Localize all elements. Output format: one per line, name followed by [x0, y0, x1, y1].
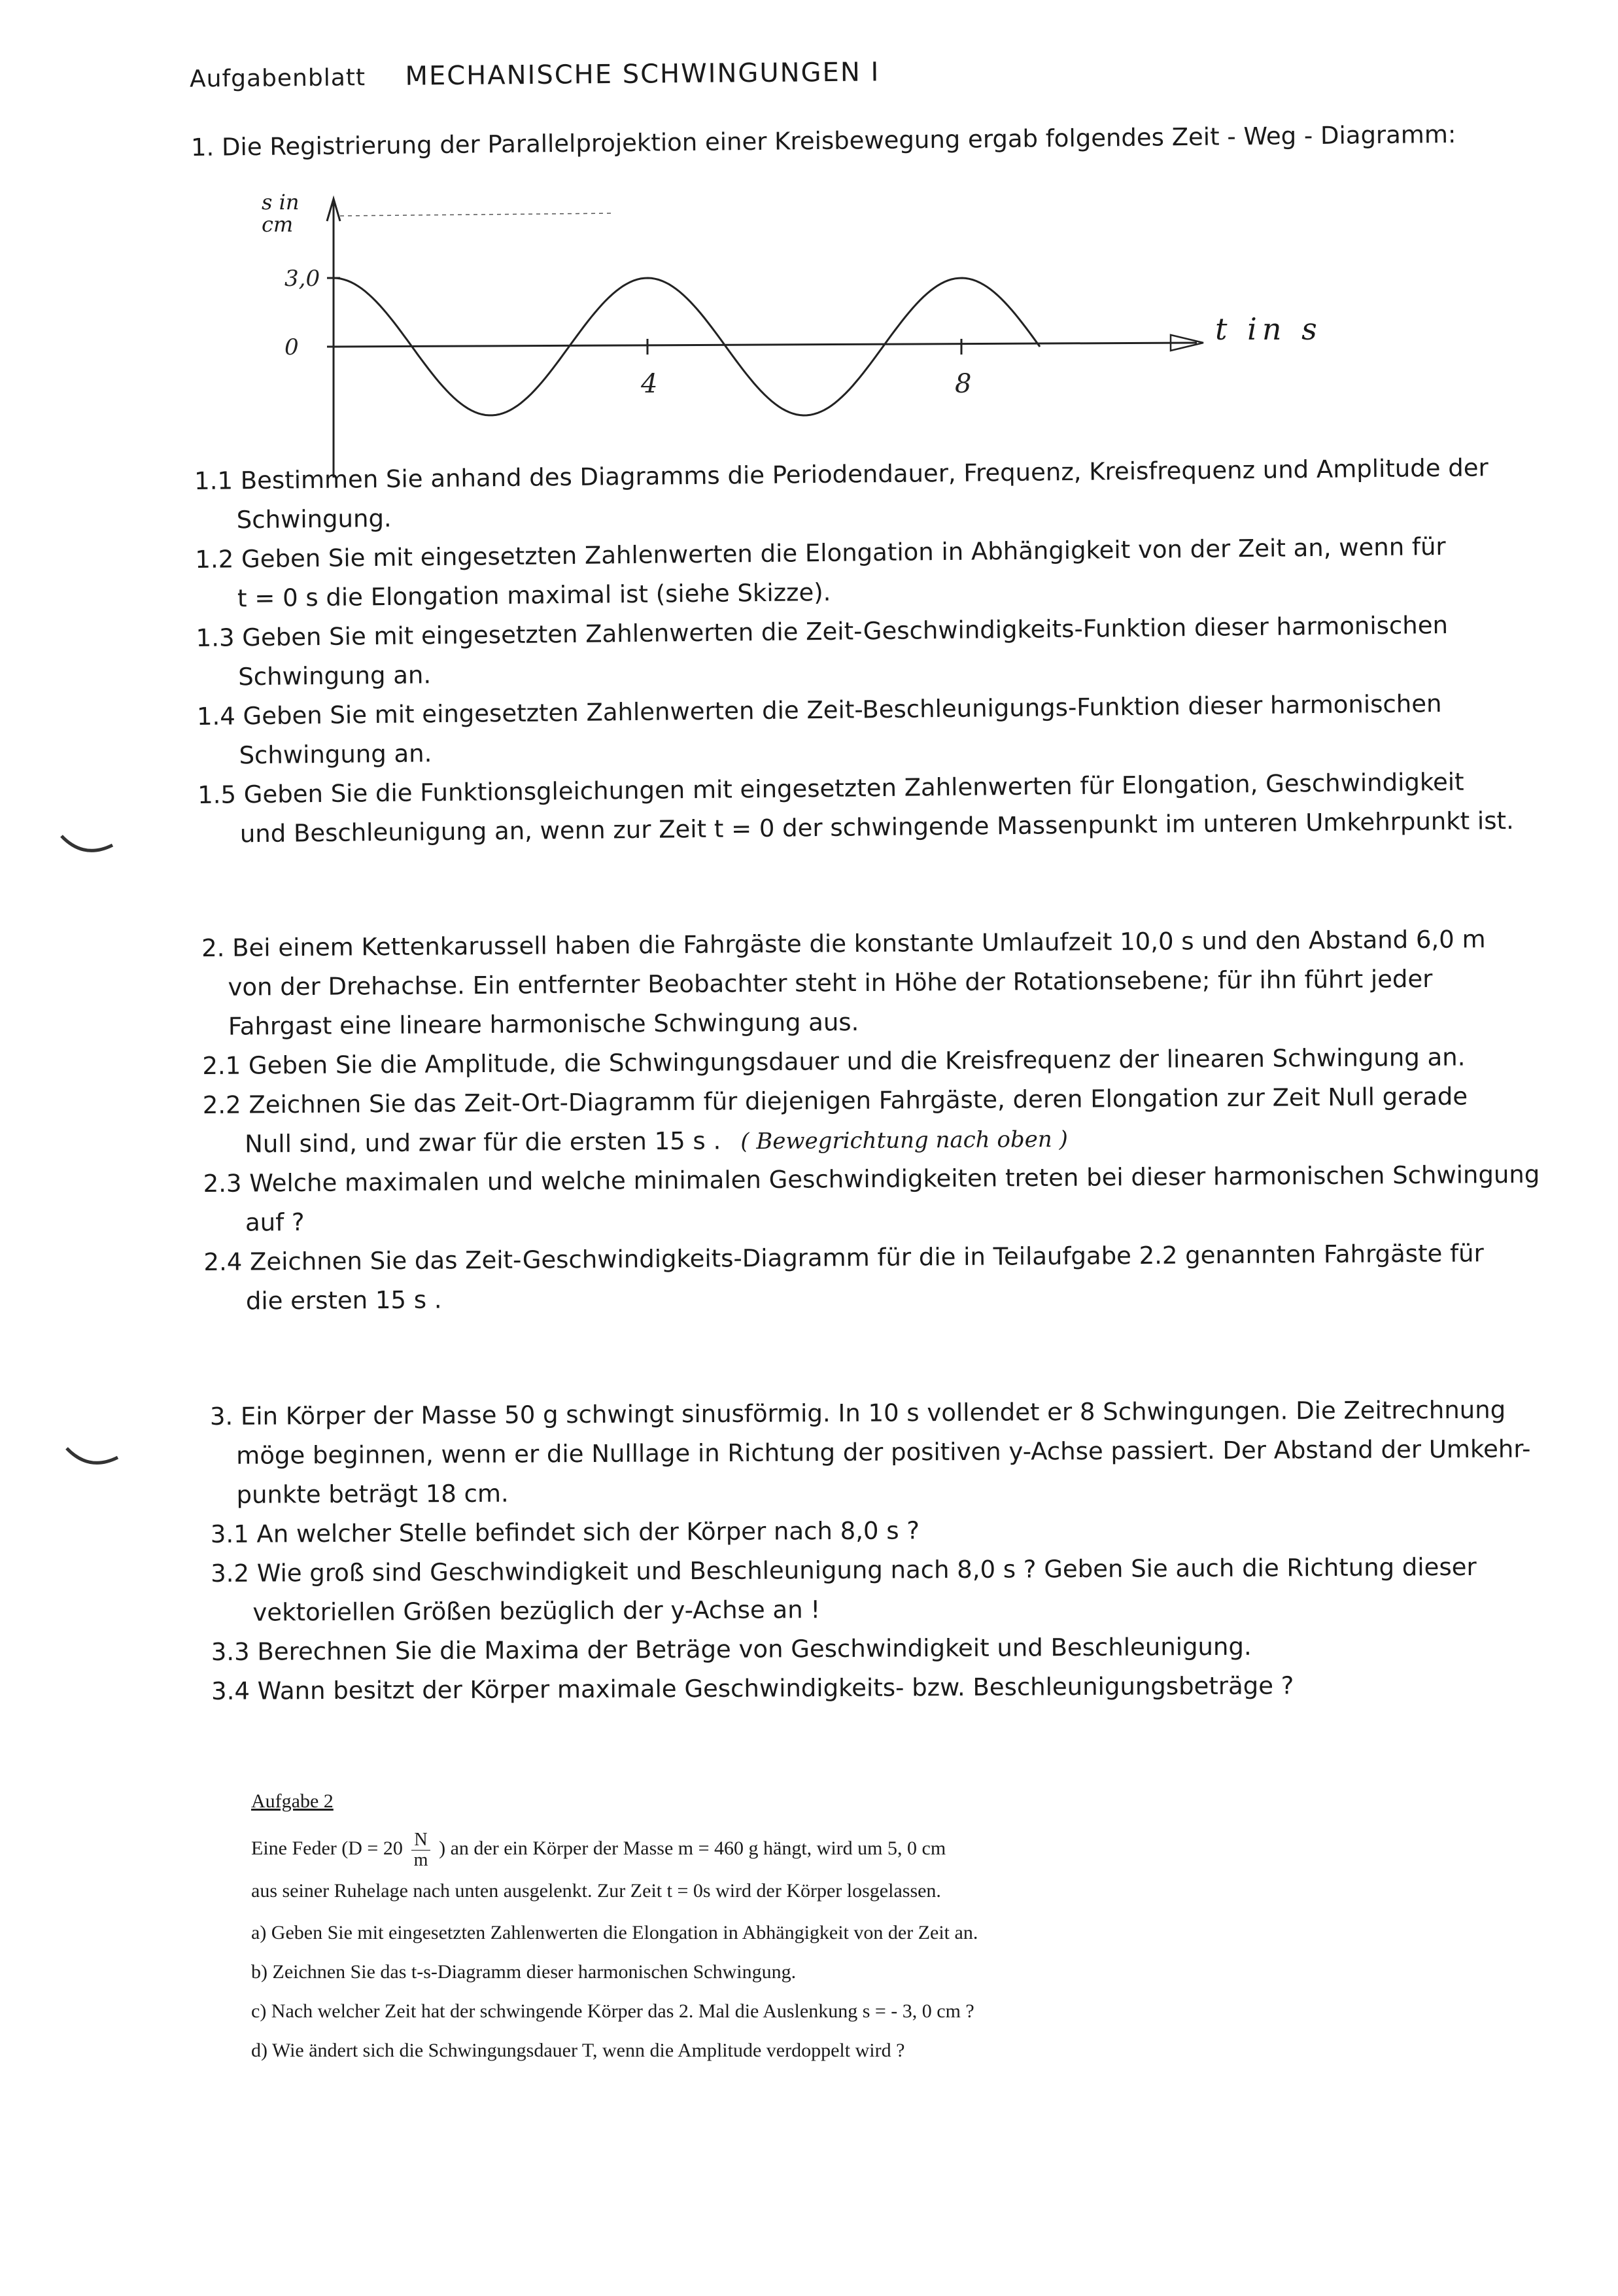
y-axis-label: s in cm	[262, 190, 300, 237]
aufgabe2-item: a) Geben Sie mit eingesetzten Zahlenwerten die Elongation in Abhängigkeit von der Zeit an.	[251, 1921, 978, 1943]
subtask-q1-3-cont: Schwingung an.	[238, 661, 432, 691]
x-axis	[334, 343, 1197, 347]
q2-text-line: Fahrgast eine lineare harmonische Schwingung aus.	[228, 1007, 859, 1041]
punch-mark-top	[58, 831, 116, 863]
y-tick-label: 3,0	[284, 266, 320, 292]
subtask-q2-4-cont: die ersten 15 s .	[245, 1285, 442, 1315]
aufgabe2-item: b) Zeichnen Sie das t-s-Diagramm dieser harmonischen Schwingung.	[251, 1960, 797, 1983]
frac-denominator: m	[413, 1849, 428, 1870]
subtask-q2-3-cont: auf ?	[245, 1208, 305, 1237]
q1-intro: 1. Die Registrierung der Parallelprojektion einer Kreisbewegung ergab folgendes Zeit - Weg - Diagramm:	[190, 120, 1456, 162]
subtask-q2-2: 2.2 Zeichnen Sie das Zeit-Ort-Diagramm für diejenigen Fahrgäste, deren Elongation zur Zeit Null gerade	[202, 1082, 1468, 1120]
aufgabe2-block	[251, 1781, 978, 2069]
subtask-q1-4-cont: Schwingung an.	[239, 739, 432, 770]
aufgabe2-line1-post: ) an der ein Körper der Masse m = 460 g hängt, wird um 5, 0 cm	[439, 1837, 946, 1859]
subtask-q1-5: 1.5 Geben Sie die Funktionsgleichungen mit eingesetzten Zahlenwerten für Elongation, Geschwindigkeit	[197, 767, 1464, 809]
punch-mark-bottom	[63, 1443, 122, 1476]
q3-text-line: 3. Ein Körper der Masse 50 g schwingt sinusförmig. In 10 s vollendet er 8 Schwingungen. Die Zeitrechnung	[209, 1395, 1506, 1431]
q3-text-line: möge beginnen, wenn er die Nulllage in Richtung der positiven y-Achse passiert. Der Abstand der Umkehr-	[236, 1435, 1531, 1470]
subtask-q3-3: 3.3 Berechnen Sie die Maxima der Beträge von Geschwindigkeit und Beschleunigung.	[211, 1632, 1252, 1666]
subtask-q1-3: 1.3 Geben Sie mit eingesetzten Zahlenwerten die Zeit-Geschwindigkeits-Funktion dieser harmonischen	[196, 610, 1449, 653]
handwritten-note: ( Bewegrichtung nach oben )	[740, 1126, 1068, 1155]
subtask-q3-4: 3.4 Wann besitzt der Körper maximale Geschwindigkeits- bzw. Beschleunigungsbeträge ?	[211, 1671, 1294, 1705]
subtask-q1-4: 1.4 Geben Sie mit eingesetzten Zahlenwerten die Zeit-Beschleunigungs-Funktion dieser harmonischen	[196, 689, 1442, 731]
subtask-q3-1: 3.1 An welcher Stelle befindet sich der Körper nach 8,0 s ?	[210, 1516, 920, 1549]
aufgabe2-item: c) Nach welcher Zeit hat der schwingende Körper das 2. Mal die Auslenkung s = - 3, 0 cm ?	[251, 2000, 974, 2022]
x-tick-label: 4	[641, 369, 658, 399]
aufgabe2-line1-pre: Eine Feder (D = 20	[251, 1837, 403, 1859]
subtask-q2-3: 2.3 Welche maximalen und welche minimalen Geschwindigkeiten treten bei dieser harmonischen Schwingung	[203, 1160, 1540, 1198]
q3-block	[210, 1390, 1532, 1711]
subtask-q1-1: 1.1 Bestimmen Sie anhand des Diagramms die Periodendauer, Frequenz, Kreisfrequenz und Amplitude der	[194, 453, 1489, 496]
aufgabe2-heading: Aufgabe 2	[251, 1790, 334, 1812]
subtask-q1-2-cont: t = 0 s die Elongation maximal ist (siehe Skizze).	[237, 578, 831, 613]
frac-numerator: N	[411, 1830, 430, 1851]
title-right: MECHANISCHE SCHWINGUNGEN I	[405, 57, 880, 92]
top-dashed-line	[340, 213, 615, 216]
q1-subtasks	[194, 448, 1514, 854]
subtask-q1-2: 1.2 Geben Sie mit eingesetzten Zahlenwerten die Elongation in Abhängigkeit von der Zeit an, wenn für	[195, 532, 1446, 574]
y-tick-label: 0	[284, 334, 299, 360]
q2-text-line: 2. Bei einem Kettenkarussell haben die Fahrgäste die konstante Umlaufzeit 10,0 s und den Abstand 6,0 m	[201, 925, 1486, 963]
subtask-q2-4: 2.4 Zeichnen Sie das Zeit-Geschwindigkeits-Diagramm für die in Teilaufgabe 2.2 genannten Fahrgäste für	[203, 1239, 1484, 1276]
subtask-q2-2-cont: Null sind, und zwar für die ersten 15 s . ( Bewegrichtung nach oben )	[245, 1126, 1068, 1158]
aufgabe2-line1	[251, 1828, 978, 1870]
aufgabe2-item: d) Wie ändert sich die Schwingungsdauer T, wenn die Amplitude verdoppelt wird ?	[251, 2039, 905, 2061]
aufgabe2-items	[251, 1912, 978, 2069]
x-axis-label: t in s	[1215, 311, 1322, 347]
subtask-q1-5-cont: und Beschleunigung an, wenn zur Zeit t = 0 der schwingende Massenpunkt im unteren Umkehrpunkt ist.	[239, 806, 1514, 848]
subtask-q3-2: 3.2 Wie groß sind Geschwindigkeit und Beschleunigung nach 8,0 s ? Geben Sie auch die Richtung dieser	[211, 1552, 1477, 1588]
q3-text-line: punkte beträgt 18 cm.	[236, 1479, 509, 1509]
subtask-q1-1-cont: Schwingung.	[236, 504, 392, 534]
page-title	[190, 57, 880, 93]
subtask-q2-1: 2.1 Geben Sie die Amplitude, die Schwingungsdauer und die Kreisfrequenz der linearen Schwingung an.	[202, 1043, 1466, 1081]
q2-text-line: von der Drehachse. Ein entfernter Beobachter steht in Höhe der Rotationsebene; für ihn führt jeder	[228, 964, 1433, 1001]
x-tick-label: 8	[955, 369, 972, 399]
s-t-diagram	[249, 190, 1360, 484]
unit-fraction	[411, 1830, 430, 1870]
subtask-q3-2-cont: vektoriellen Größen bezüglich der y-Achse an !	[252, 1595, 821, 1627]
q2-block	[201, 920, 1541, 1321]
title-left: Aufgabenblatt	[189, 64, 366, 93]
aufgabe2-line2: aus seiner Ruhelage nach unten ausgelenkt. Zur Zeit t = 0s wird der Körper losgelassen.	[251, 1879, 941, 1902]
